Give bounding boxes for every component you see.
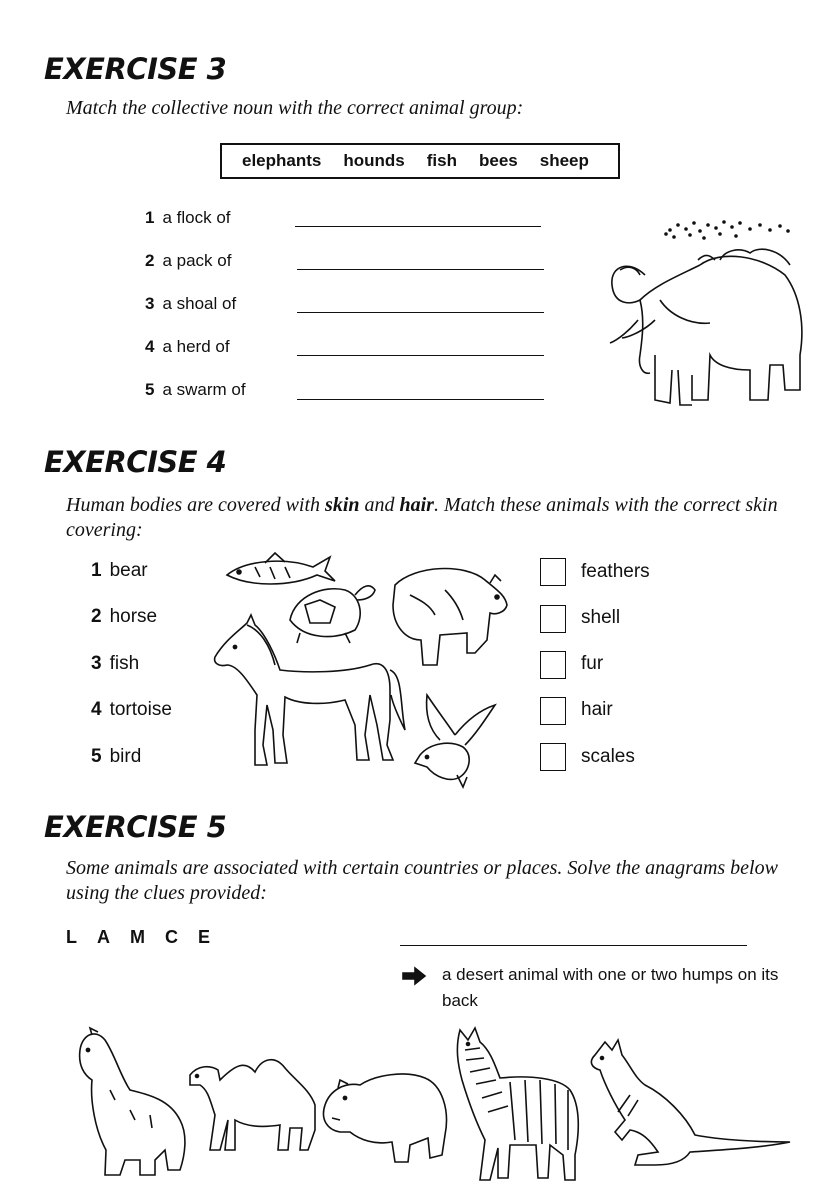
item-number: 1	[91, 560, 102, 581]
item-text: a herd of	[162, 337, 230, 356]
word-bank-item: elephants	[242, 151, 322, 170]
answer-line[interactable]	[297, 399, 544, 400]
item-number: 5	[91, 746, 102, 767]
hippo-icon	[323, 1074, 446, 1162]
instruction-text: Human bodies are covered with	[66, 494, 326, 516]
word-bank-item: sheep	[539, 151, 589, 170]
arrow-icon	[401, 967, 427, 985]
item-number: 4	[91, 699, 102, 720]
zebra-icon	[457, 1028, 578, 1180]
fish-icon	[227, 553, 335, 584]
word-bank-item: fish	[426, 151, 457, 170]
collective-item	[145, 208, 231, 228]
answer-checkbox[interactable]	[540, 697, 566, 725]
answer-line[interactable]	[297, 312, 544, 313]
camel-icon	[190, 1060, 315, 1150]
item-number: 1	[145, 208, 155, 227]
answer-checkbox[interactable]	[540, 558, 566, 586]
answer-line[interactable]	[297, 355, 544, 356]
covering-option: hair	[581, 699, 613, 720]
exercise-3-instruction: Match the collective noun with the correct animal group:	[66, 97, 524, 119]
item-number: 3	[145, 294, 155, 313]
anagram-clue: a desert animal with one or two humps on its back	[442, 965, 779, 1010]
item-text: bear	[109, 560, 148, 581]
item-number: 2	[91, 606, 102, 627]
item-text: a flock of	[162, 208, 231, 227]
collective-item	[145, 251, 231, 271]
animal-item	[91, 606, 157, 628]
exercise-3-title: EXERCISE 3	[44, 52, 227, 86]
instruction-text: . Match these animals with the correct skin covering:	[66, 494, 778, 541]
anagram-letters: LAMCE	[66, 927, 230, 947]
instruction-keyword: skin	[325, 494, 360, 516]
item-number: 3	[91, 653, 102, 674]
collective-item	[145, 380, 246, 400]
item-text: a shoal of	[162, 294, 237, 313]
answer-checkbox[interactable]	[540, 605, 566, 633]
item-text: tortoise	[109, 699, 172, 720]
item-text: fish	[109, 653, 140, 674]
elephants-icon	[600, 205, 815, 425]
collective-item	[145, 294, 236, 314]
covering-option: fur	[581, 653, 604, 674]
item-text: horse	[109, 606, 158, 627]
item-text: bird	[109, 746, 142, 767]
instruction-keyword: hair	[399, 494, 434, 516]
item-number: 2	[145, 251, 155, 270]
covering-option: scales	[581, 746, 635, 767]
kangaroo-icon	[591, 1040, 790, 1165]
covering-option: shell	[581, 607, 621, 628]
exercise-5-title: EXERCISE 5	[44, 810, 227, 844]
word-bank-item: bees	[478, 151, 518, 170]
instruction-text: and	[359, 494, 400, 516]
word-bank	[220, 143, 620, 179]
bear-icon	[393, 569, 507, 665]
exercise-4-title: EXERCISE 4	[44, 445, 227, 479]
item-number: 5	[145, 380, 155, 399]
exercise-5-instruction: Some animals are associated with certain countries or places. Solve the anagrams below using the clues provided:	[66, 857, 778, 904]
word-bank-item: hounds	[343, 151, 405, 170]
answer-line[interactable]	[295, 226, 541, 227]
bird-icon	[415, 695, 495, 787]
item-text: a swarm of	[162, 380, 246, 399]
answer-checkbox[interactable]	[540, 651, 566, 679]
animal-item	[91, 699, 172, 721]
answer-line[interactable]	[400, 945, 747, 946]
animal-item	[91, 560, 148, 582]
exercise-4-instruction	[66, 493, 786, 543]
covering-option: feathers	[581, 561, 650, 582]
item-number: 4	[145, 337, 155, 356]
polar-bear-icon	[80, 1028, 185, 1175]
animal-item	[91, 653, 139, 675]
exercise-4-animals-illustration	[205, 545, 515, 790]
answer-line[interactable]	[297, 269, 544, 270]
tortoise-icon	[290, 586, 375, 643]
answer-checkbox[interactable]	[540, 743, 566, 771]
horse-icon	[215, 615, 405, 765]
animal-item	[91, 746, 141, 768]
bottom-animals-illustration	[70, 1020, 800, 1190]
collective-item	[145, 337, 230, 357]
item-text: a pack of	[162, 251, 232, 270]
bees-swarm-icon	[665, 221, 789, 239]
